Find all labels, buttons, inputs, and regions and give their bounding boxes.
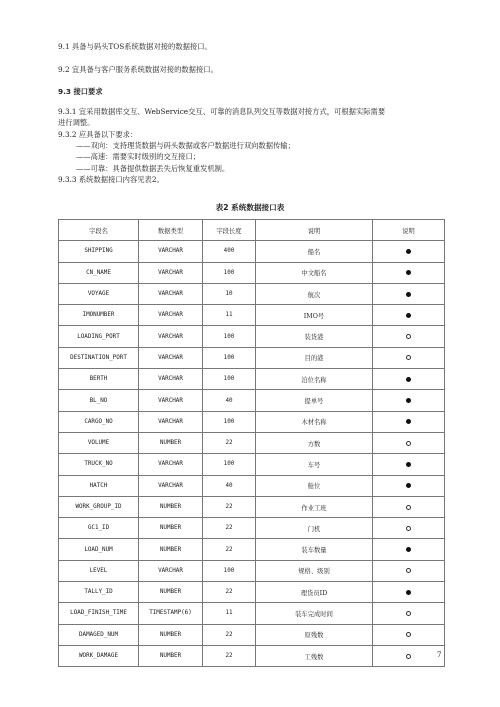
heading-9-3: 9.3 接口要求	[58, 87, 103, 96]
filled-circle-icon	[406, 547, 411, 552]
data-type-cell: VARCHAR	[139, 454, 203, 475]
data-type-cell: VARCHAR	[139, 475, 203, 496]
data-type-cell: VARCHAR	[139, 262, 203, 283]
field-length-cell: 100	[203, 560, 256, 581]
field-name-cell: WORK_GROUP_ID	[59, 496, 139, 517]
remark-cell	[373, 241, 445, 262]
remark-cell	[373, 411, 445, 432]
description-cell: 工残数	[256, 645, 373, 666]
header-remark: 说明	[373, 220, 445, 241]
filled-circle-icon	[406, 419, 411, 424]
clause-9-1: 9.1 具备与码头TOS系统数据对接的数据接口。	[58, 42, 212, 51]
table-row	[59, 347, 445, 368]
description-cell: 门机	[256, 518, 373, 539]
header-field-length: 字段长度	[203, 220, 256, 241]
empty-circle-icon	[406, 568, 411, 573]
clause-9-3-2: 9.3.2 应具备以下要求：	[58, 130, 138, 139]
description-cell: 航次	[256, 283, 373, 304]
empty-circle-icon	[406, 654, 411, 659]
field-length-cell: 100	[203, 411, 256, 432]
remark-cell	[373, 496, 445, 517]
field-length-cell: 22	[203, 624, 256, 645]
field-length-cell: 22	[203, 496, 256, 517]
empty-circle-icon	[406, 355, 411, 360]
description-cell: 泊位名称	[256, 369, 373, 390]
field-length-cell: 100	[203, 326, 256, 347]
table-header-row	[59, 220, 445, 241]
data-type-cell: VARCHAR	[139, 326, 203, 347]
remark-cell	[373, 603, 445, 624]
field-name-cell: GC1_ID	[59, 518, 139, 539]
remark-cell	[373, 454, 445, 475]
field-name-cell: WORK_DAMAGE	[59, 645, 139, 666]
description-cell: 木材名称	[256, 411, 373, 432]
data-type-cell: NUMBER	[139, 539, 203, 560]
field-name-cell: DAMAGED_NUM	[59, 624, 139, 645]
table-row	[59, 539, 445, 560]
remark-cell	[373, 624, 445, 645]
description-cell: 提单号	[256, 390, 373, 411]
table-row	[59, 390, 445, 411]
remark-cell	[373, 645, 445, 666]
table-row	[59, 369, 445, 390]
clause-9-3-3: 9.3.3 系统数据接口内容见表2。	[58, 175, 164, 184]
field-length-cell: 100	[203, 454, 256, 475]
field-name-cell: SHIPPING	[59, 241, 139, 262]
data-type-cell: NUMBER	[139, 496, 203, 517]
field-name-cell: TRUCK_NO	[59, 454, 139, 475]
data-type-cell: VARCHAR	[139, 560, 203, 581]
description-cell: 目的港	[256, 347, 373, 368]
field-name-cell: HATCH	[59, 475, 139, 496]
description-cell: 车号	[256, 454, 373, 475]
filled-circle-icon	[406, 249, 411, 254]
empty-circle-icon	[406, 441, 411, 446]
description-cell: 舱位	[256, 475, 373, 496]
description-cell: 装车数量	[256, 539, 373, 560]
description-cell: 原残数	[256, 624, 373, 645]
clause-9-3-1: 9.3.1 宜采用数据库交互、WebService交互、可靠的消息队列交互等数据对接方式，可根据实际需要	[58, 107, 386, 116]
empty-circle-icon	[406, 526, 411, 531]
filled-circle-icon	[406, 377, 411, 382]
field-name-cell: LOADING_PORT	[59, 326, 139, 347]
table-row	[59, 262, 445, 283]
table-row	[59, 496, 445, 517]
field-length-cell: 22	[203, 645, 256, 666]
field-name-cell: VOYAGE	[59, 283, 139, 304]
description-cell: 理货员ID	[256, 582, 373, 603]
table-row	[59, 603, 445, 624]
requirement-bidirectional: ——双向：支持理货数据与码头数据或客户数据进行双向数据传输；	[76, 141, 295, 150]
remark-cell	[373, 326, 445, 347]
table-row	[59, 283, 445, 304]
filled-circle-icon	[406, 313, 411, 318]
field-name-cell: VOLUME	[59, 432, 139, 453]
remark-cell	[373, 305, 445, 326]
description-cell: 中文船名	[256, 262, 373, 283]
data-type-cell: NUMBER	[139, 645, 203, 666]
table-row	[59, 326, 445, 347]
remark-cell	[373, 539, 445, 560]
remark-cell	[373, 369, 445, 390]
remark-cell	[373, 283, 445, 304]
field-name-cell: BERTH	[59, 369, 139, 390]
table-caption: 表2 系统数据接口表	[215, 203, 285, 212]
data-type-cell: VARCHAR	[139, 369, 203, 390]
filled-circle-icon	[406, 462, 411, 467]
remark-cell	[373, 582, 445, 603]
filled-circle-icon	[406, 483, 411, 488]
field-name-cell: LOAD_FINISH_TIME	[59, 603, 139, 624]
remark-cell	[373, 518, 445, 539]
field-name-cell: CN_NAME	[59, 262, 139, 283]
filled-circle-icon	[406, 590, 411, 595]
requirement-reliable: ——可靠：具备提供数据丢失后恢复重发机制。	[76, 164, 230, 173]
field-length-cell: 100	[203, 262, 256, 283]
field-length-cell: 22	[203, 582, 256, 603]
table-row	[59, 560, 445, 581]
field-length-cell: 11	[203, 603, 256, 624]
table-row	[59, 241, 445, 262]
empty-circle-icon	[406, 632, 411, 637]
data-type-cell: VARCHAR	[139, 305, 203, 326]
table-row	[59, 454, 445, 475]
field-length-cell: 100	[203, 369, 256, 390]
field-length-cell: 400	[203, 241, 256, 262]
description-cell: IMO号	[256, 305, 373, 326]
remark-cell	[373, 262, 445, 283]
description-cell: 方数	[256, 432, 373, 453]
remark-cell	[373, 475, 445, 496]
empty-circle-icon	[406, 611, 411, 616]
data-type-cell: NUMBER	[139, 582, 203, 603]
table-row	[59, 305, 445, 326]
interface-table	[58, 219, 445, 667]
table-row	[59, 518, 445, 539]
table-row	[59, 411, 445, 432]
data-type-cell: VARCHAR	[139, 241, 203, 262]
clause-9-3-1-cont: 进行调整。	[58, 118, 95, 127]
remark-cell	[373, 560, 445, 581]
field-name-cell: IMONUMBER	[59, 305, 139, 326]
header-data-type: 数据类型	[139, 220, 203, 241]
data-type-cell: NUMBER	[139, 518, 203, 539]
data-type-cell: VARCHAR	[139, 283, 203, 304]
remark-cell	[373, 347, 445, 368]
empty-circle-icon	[406, 334, 411, 339]
field-length-cell: 22	[203, 432, 256, 453]
table-row	[59, 624, 445, 645]
filled-circle-icon	[406, 270, 411, 275]
table-row	[59, 645, 445, 666]
empty-circle-icon	[406, 505, 411, 510]
field-name-cell: LEVEL	[59, 560, 139, 581]
data-type-cell: VARCHAR	[139, 411, 203, 432]
description-cell: 船名	[256, 241, 373, 262]
table-row	[59, 432, 445, 453]
data-type-cell: VARCHAR	[139, 347, 203, 368]
field-length-cell: 11	[203, 305, 256, 326]
header-description: 说明	[256, 220, 373, 241]
description-cell: 作业工班	[256, 496, 373, 517]
field-name-cell: DESTINATION_PORT	[59, 347, 139, 368]
table-row	[59, 582, 445, 603]
field-length-cell: 22	[203, 539, 256, 560]
field-name-cell: LOAD_NUM	[59, 539, 139, 560]
field-length-cell: 22	[203, 518, 256, 539]
description-cell: 装车完成时间	[256, 603, 373, 624]
data-type-cell: TIMESTAMP(6)	[139, 603, 203, 624]
description-cell: 装货港	[256, 326, 373, 347]
page-number: 7	[437, 651, 442, 659]
data-type-cell: NUMBER	[139, 432, 203, 453]
table-row	[59, 475, 445, 496]
filled-circle-icon	[406, 398, 411, 403]
header-field-name: 字段名	[59, 220, 139, 241]
field-name-cell: CARGO_NO	[59, 411, 139, 432]
remark-cell	[373, 432, 445, 453]
data-type-cell: NUMBER	[139, 624, 203, 645]
clause-9-2: 9.2 宜具备与客户服务系统数据对接的数据接口。	[58, 65, 218, 74]
requirement-highspeed: ——高速：需要实时级别的交互接口；	[76, 152, 201, 161]
filled-circle-icon	[406, 292, 411, 297]
description-cell: 规格、级别	[256, 560, 373, 581]
data-type-cell: VARCHAR	[139, 390, 203, 411]
remark-cell	[373, 390, 445, 411]
field-length-cell: 40	[203, 475, 256, 496]
field-length-cell: 10	[203, 283, 256, 304]
field-name-cell: BL_NO	[59, 390, 139, 411]
field-length-cell: 40	[203, 390, 256, 411]
field-name-cell: TALLY_ID	[59, 582, 139, 603]
field-length-cell: 100	[203, 347, 256, 368]
